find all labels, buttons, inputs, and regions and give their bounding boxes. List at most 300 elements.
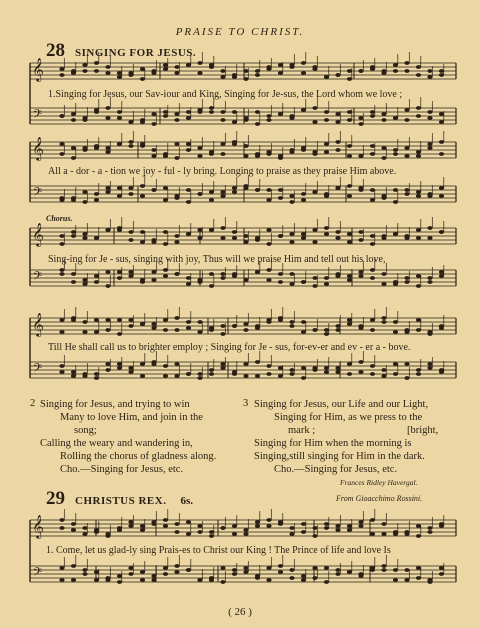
note-head (427, 526, 432, 530)
note-head (439, 368, 444, 372)
note-head (151, 574, 156, 578)
note-head (266, 578, 271, 582)
note-head (232, 572, 237, 576)
note-head (324, 580, 329, 584)
note-head (174, 71, 179, 75)
note-head (416, 524, 421, 528)
note-head (94, 570, 99, 574)
note-head (255, 324, 260, 328)
note-head (255, 270, 260, 274)
note-head (163, 572, 168, 576)
note-head (232, 568, 237, 572)
note-head (381, 194, 386, 198)
note-head (335, 73, 340, 77)
note-head (243, 144, 248, 148)
hymn-29-heading (46, 488, 193, 510)
note-head (324, 526, 329, 530)
note-head (105, 228, 110, 232)
note-head (105, 328, 110, 332)
note-head (220, 118, 225, 122)
note-head (220, 324, 225, 328)
note-head (140, 142, 145, 146)
note-head (220, 236, 225, 240)
note-head (266, 198, 271, 202)
note-head (416, 236, 421, 240)
note-head (209, 578, 214, 582)
note-head (347, 194, 352, 198)
note-head (59, 330, 64, 334)
note-head (289, 532, 294, 536)
note-head (82, 568, 87, 572)
note-head (255, 188, 260, 192)
note-head (370, 114, 375, 118)
note-head (370, 276, 375, 280)
note-head (312, 67, 317, 71)
note-head (220, 362, 225, 366)
note-head (59, 566, 64, 570)
note-head (140, 77, 145, 81)
note-head (335, 236, 340, 240)
note-head (370, 568, 375, 572)
note-head (163, 110, 168, 114)
note-head (393, 188, 398, 192)
note-head (105, 578, 110, 582)
note-head (209, 198, 214, 202)
note-head (232, 524, 237, 528)
note-head (243, 328, 248, 332)
note-head (324, 522, 329, 526)
note-head (266, 118, 271, 122)
note-head (416, 576, 421, 580)
stanza-line: Singing for Jesus, our Life and our Light, (254, 399, 429, 410)
note-head (232, 190, 237, 194)
note-head (266, 188, 271, 192)
note-head (404, 108, 409, 112)
note-head (174, 316, 179, 320)
note-head (151, 578, 156, 582)
note-head (335, 112, 340, 116)
note-head (105, 318, 110, 322)
note-head (404, 69, 409, 73)
note-head (209, 326, 214, 330)
note-head (174, 272, 179, 276)
note-head (255, 360, 260, 364)
note-head (117, 366, 122, 370)
note-head (289, 324, 294, 328)
note-head (243, 186, 248, 190)
note-head (278, 570, 283, 574)
note-head (197, 330, 202, 334)
note-head (427, 142, 432, 146)
note-head (289, 114, 294, 118)
note-head (220, 194, 225, 198)
note-head (324, 226, 329, 230)
note-head (312, 534, 317, 538)
note-head (151, 71, 156, 75)
note-head (105, 65, 110, 69)
note-head (59, 152, 64, 156)
note-head (416, 190, 421, 194)
note-head (94, 318, 99, 322)
note-head (174, 522, 179, 526)
note-head (324, 370, 329, 374)
note-head (59, 272, 64, 276)
note-head (186, 282, 191, 286)
note-head (209, 284, 214, 288)
note-head (71, 69, 76, 73)
note-head (197, 376, 202, 380)
note-head (427, 116, 432, 120)
note-head (347, 570, 352, 574)
note-head (151, 188, 156, 192)
note-head (209, 368, 214, 372)
note-head (105, 532, 110, 536)
note-head (140, 194, 145, 198)
note-head (370, 188, 375, 192)
note-head (266, 518, 271, 522)
note-head (381, 69, 386, 73)
note-head (278, 564, 283, 568)
note-head (243, 570, 248, 574)
note-head (163, 566, 168, 570)
note-head (71, 156, 76, 160)
note-head (232, 532, 237, 536)
note-head (151, 270, 156, 274)
note-head (439, 152, 444, 156)
note-head (335, 324, 340, 328)
note-head (94, 578, 99, 582)
note-head (324, 110, 329, 114)
note-head (94, 61, 99, 65)
note-head (393, 152, 398, 156)
note-head (255, 576, 260, 580)
note-head (381, 282, 386, 286)
note-head (416, 154, 421, 158)
note-head (324, 366, 329, 370)
note-head (128, 238, 133, 242)
note-head (232, 120, 237, 124)
note-head (439, 572, 444, 576)
note-head (255, 374, 260, 378)
note-head (381, 374, 386, 378)
bass-clef: 𝄢 (33, 108, 43, 124)
note-head (289, 320, 294, 324)
note-head (82, 190, 87, 194)
note-head (266, 320, 271, 324)
note-head (117, 194, 122, 198)
note-head (427, 75, 432, 79)
note-head (82, 526, 87, 530)
note-head (301, 198, 306, 202)
note-head (243, 154, 248, 158)
note-head (197, 192, 202, 196)
note-head (174, 65, 179, 69)
note-head (163, 63, 168, 67)
note-head (416, 274, 421, 278)
note-head (289, 372, 294, 376)
note-head (370, 328, 375, 332)
lyric-line: Till He shall call us to brighter employ ; Singing for Je - sus, for-ev-er and ev - er a - bove. (48, 342, 411, 353)
note-head (128, 274, 133, 278)
note-head (163, 268, 168, 272)
note-head (117, 71, 122, 75)
stanza-line: Singing for Him, as we press to the (274, 412, 423, 423)
note-head (266, 228, 271, 232)
note-head (220, 110, 225, 114)
note-head (82, 232, 87, 236)
note-head (312, 106, 317, 110)
note-head (266, 114, 271, 118)
note-head (174, 142, 179, 146)
note-head (358, 116, 363, 120)
note-head (404, 376, 409, 380)
note-head (59, 364, 64, 368)
note-head (94, 376, 99, 380)
note-head (140, 280, 145, 284)
note-head (301, 376, 306, 380)
bass-clef: 𝄢 (33, 566, 43, 582)
note-head (266, 268, 271, 272)
note-head (117, 75, 122, 79)
note-head (255, 524, 260, 528)
note-head (243, 362, 248, 366)
note-head (393, 280, 398, 284)
note-head (427, 192, 432, 196)
note-head (82, 200, 87, 204)
note-head (289, 526, 294, 530)
note-head (71, 374, 76, 378)
note-head (197, 524, 202, 528)
hymn-title: CHRISTUS REX. (75, 495, 167, 507)
note-head (220, 142, 225, 146)
note-head (312, 328, 317, 332)
stanza-line: Many to love Him, and join in the (60, 412, 203, 423)
note-head (232, 186, 237, 190)
note-head (128, 318, 133, 322)
note-head (140, 578, 145, 582)
note-head (370, 152, 375, 156)
note-head (416, 228, 421, 232)
note-head (393, 200, 398, 204)
note-head (439, 522, 444, 526)
note-head (197, 530, 202, 534)
note-head (117, 580, 122, 584)
note-head (324, 232, 329, 236)
note-head (243, 322, 248, 326)
note-head (197, 278, 202, 282)
note-head (393, 69, 398, 73)
note-head (140, 230, 145, 234)
note-head (301, 61, 306, 65)
note-head (71, 564, 76, 568)
note-head (324, 142, 329, 146)
note-head (358, 524, 363, 528)
note-head (59, 578, 64, 582)
note-head (427, 236, 432, 240)
note-head (94, 280, 99, 284)
note-head (427, 530, 432, 534)
note-head (370, 532, 375, 536)
note-head (312, 152, 317, 156)
note-head (59, 196, 64, 200)
note-head (82, 320, 87, 324)
note-head (186, 148, 191, 152)
note-head (289, 272, 294, 276)
note-head (381, 522, 386, 526)
note-head (393, 63, 398, 67)
note-head (186, 200, 191, 204)
note-head (94, 198, 99, 202)
note-head (358, 274, 363, 278)
note-head (381, 368, 386, 372)
note-head (439, 120, 444, 124)
note-head (347, 318, 352, 322)
note-head (82, 146, 87, 150)
note-head (197, 320, 202, 324)
bass-clef: 𝄢 (33, 270, 43, 286)
note-head (163, 374, 168, 378)
note-head (186, 276, 191, 280)
treble-clef: 𝄞 (32, 57, 44, 81)
note-head (393, 148, 398, 152)
note-head (174, 156, 179, 160)
note-head (151, 322, 156, 326)
note-head (105, 71, 110, 75)
stanza-2 (40, 398, 240, 476)
note-head (381, 156, 386, 160)
note-head (289, 200, 294, 204)
note-head (439, 194, 444, 198)
note-head (255, 152, 260, 156)
note-head (370, 318, 375, 322)
note-head (220, 152, 225, 156)
note-head (381, 568, 386, 572)
note-head (301, 280, 306, 284)
note-head (128, 186, 133, 190)
note-head (174, 362, 179, 366)
note-head (347, 528, 352, 532)
note-head (358, 186, 363, 190)
note-head (174, 374, 179, 378)
note-head (232, 324, 237, 328)
note-head (324, 332, 329, 336)
note-head (358, 324, 363, 328)
note-head (94, 110, 99, 114)
note-head (71, 528, 76, 532)
note-head (82, 282, 87, 286)
note-head (151, 362, 156, 366)
treble-clef: 𝄞 (32, 136, 44, 160)
note-head (404, 192, 409, 196)
note-head (128, 572, 133, 576)
note-head (174, 240, 179, 244)
note-head (151, 112, 156, 116)
note-head (289, 232, 294, 236)
note-head (209, 530, 214, 534)
note-head (347, 524, 352, 528)
note-head (174, 570, 179, 574)
note-head (59, 234, 64, 238)
note-head (186, 110, 191, 114)
treble-clef: 𝄞 (32, 312, 44, 336)
stanza-line: Singing for Him when the morning is (254, 438, 412, 449)
note-head (197, 110, 202, 114)
note-head (404, 154, 409, 158)
treble-clef: 𝄞 (32, 514, 44, 538)
note-head (117, 116, 122, 120)
note-head (117, 228, 122, 232)
note-head (71, 280, 76, 284)
note-head (128, 366, 133, 370)
stanza-line: Singing for Jesus, and trying to win (40, 399, 190, 410)
note-head (105, 186, 110, 190)
note-head (427, 276, 432, 280)
note-head (186, 142, 191, 146)
note-head (312, 566, 317, 570)
note-head (140, 374, 145, 378)
note-head (335, 370, 340, 374)
chorus-label: Chorus. (46, 214, 73, 223)
note-head (427, 330, 432, 334)
note-head (197, 146, 202, 150)
note-head (140, 528, 145, 532)
note-head (301, 330, 306, 334)
note-head (163, 364, 168, 368)
note-head (105, 270, 110, 274)
bass-clef: 𝄢 (33, 186, 43, 202)
note-head (289, 240, 294, 244)
note-head (266, 524, 271, 528)
note-head (59, 318, 64, 322)
note-head (243, 234, 248, 238)
note-head (312, 284, 317, 288)
note-head (117, 276, 122, 280)
note-head (347, 110, 352, 114)
hymn-number: 29 (46, 488, 65, 509)
note-head (59, 268, 64, 272)
note-head (59, 242, 64, 246)
note-head (94, 144, 99, 148)
note-head (128, 144, 133, 148)
note-head (358, 122, 363, 126)
note-head (439, 112, 444, 116)
note-head (404, 362, 409, 366)
note-head (335, 568, 340, 572)
stanza-line: Rolling the chorus of gladness along. (60, 451, 217, 462)
note-head (301, 108, 306, 112)
note-head (301, 320, 306, 324)
note-head (82, 278, 87, 282)
note-head (117, 528, 122, 532)
note-head (358, 370, 363, 374)
note-head (186, 188, 191, 192)
stanza-line: Singing,still singing for Him in the dark. (254, 451, 425, 462)
note-head (105, 150, 110, 154)
note-head (220, 276, 225, 280)
note-head (381, 272, 386, 276)
note-head (347, 372, 352, 376)
note-head (381, 118, 386, 122)
note-head (105, 190, 110, 194)
note-head (335, 528, 340, 532)
note-head (416, 106, 421, 110)
note-head (128, 370, 133, 374)
note-head (404, 568, 409, 572)
note-head (335, 186, 340, 190)
note-head (209, 190, 214, 194)
note-head (335, 366, 340, 370)
note-head (324, 328, 329, 332)
